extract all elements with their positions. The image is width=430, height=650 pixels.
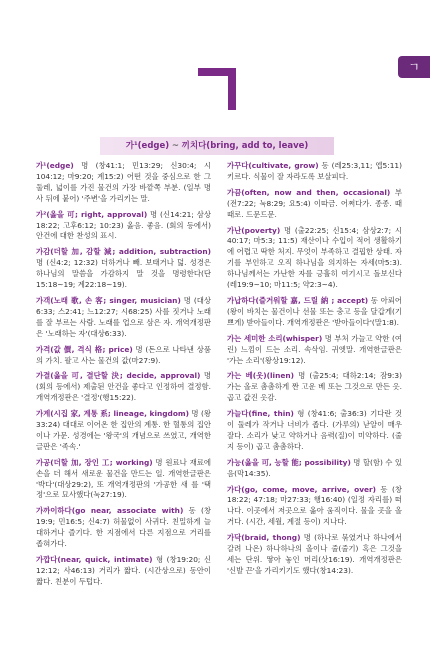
entry-headword: 가감(더할 加, 감할 減; addition, subtraction) [36, 247, 211, 257]
dictionary-entry [36, 296, 211, 340]
entry-definition: 명 (왕33:24) 대대로 이어온 한 집안의 계통. 한 혈통의 집안이나 가문. 성경에는 '왕국'의 개념으로 쓰였고, 개역한글판은 '족속.' [36, 409, 211, 451]
entry-headword: 가¹(edge) [36, 161, 74, 170]
dictionary-entry [36, 506, 211, 550]
dictionary-entry [36, 345, 211, 367]
range-start-word: 가¹(edge) [125, 141, 170, 151]
entry-headword: 가까이하다(go near, associate with) [36, 506, 184, 516]
entry-definition: 동 (레25:3,11; 엡5:11) 키르다. 식물이 잘 자라도록 보살피다. [227, 161, 402, 181]
dictionary-entry [36, 371, 211, 404]
entry-definition: 동 (창18:22; 47:18; 마27:33; 행16:40) (일정 자리를) 떠나다. 이곳에서 저곳으로 옮아 움직이다. 물을 곳을 올거다. (시간, 세월, 계절 등이) 지나다. [227, 484, 402, 527]
entry-headword: 가능(옳을 可, 능할 能; possibility) [227, 457, 351, 467]
dictionary-entry [36, 161, 211, 205]
entry-definition: 형 (창19:20; 신12:12; 사46:13) 거리가 짧다. (시간상으로) 동안이 짧다. 친분이 두텁다. [36, 555, 211, 586]
entry-definition: 명 (회의 등에서) 제출된 안건을 좋다고 인정하여 결정함. 개역개정판은 '결정'(행15:22). [36, 371, 211, 403]
entry-headword: 가다(go, come, move, arrive, over) [227, 484, 377, 494]
dictionary-entry [227, 161, 402, 183]
page-range-header [100, 137, 334, 155]
dictionary-entry [36, 555, 211, 588]
dictionary-entry [227, 485, 402, 529]
range-end-word: 끼치다(bring, add to, leave) [181, 141, 309, 151]
index-tab[interactable]: ㄱ [398, 56, 430, 78]
entry-definition: 명 (대상6:33; 스2:41; 느12:27; 시68:25) 사를 짓거나 노래를 잘 부르는 사람. 노래를 업으로 삼은 자. 개역개정판은 '노래하는 자'(대상6:33). [36, 295, 211, 338]
dictionary-entry [227, 533, 402, 577]
entry-definition: 동 (창19:9; 민16:5; 신4:7) 허물없이 사귀다. 친밀하게 늘 대하거나 즐기다. 한 지점에서 다른 지점으로 거리를 좁혀가다. [36, 506, 211, 549]
dictionary-entry [36, 409, 211, 453]
dictionary-entry [36, 247, 211, 291]
entry-headword: 가꾸다(cultivate, grow) [227, 161, 319, 170]
entry-definition: 명 (신4:2; 12:32) 더하거나 빼. 보태거나 덞. 성경은 하나님의 말씀을 가감하지 말 것을 명령한다(단15:18~19; 계22:18~19). [36, 258, 211, 290]
entry-headword: 가격(값 價, 격식 格; price) [36, 344, 133, 354]
range-separator: ~ [169, 141, 182, 151]
entry-headword: 가는 세미한 소리(whisper) [227, 333, 323, 343]
entry-definition: 명 할(함) 수 있음(막14:35). [227, 457, 402, 478]
dictionary-entry [227, 296, 402, 329]
entry-definition: 동 아뢰어(왕이 바치는 물건이나 선물 또는 충고 등을 달갑게(기쁘게) 받아들이다. 개역개정판은 '받아들이다'(말1:8). [227, 295, 402, 327]
entry-headword: 가²(옳을 可; right, approval) [36, 209, 148, 219]
entry-definition: 명 (출22:25; 신15:4; 삼상2:7; 시40:17; 마5:3; 11:5) 재산이나 수입이 적어 생활하기에 어렵고 딱한 처지. 무엇이 부족하고 결핍한 상태. 자기를 부인하고 오직 하나님을 의지하는 자세(마5:3). 하나님께서는 가난한 자를 긍휼히 여기시고 돌보신다(레19:9~10; 마11:5; 약2:3~4). [227, 225, 402, 290]
entry-headword: 가결(옳을 可, 결단할 決; decide, approval) [36, 371, 201, 381]
entry-headword: 가깝다(near, quick, intimate) [36, 555, 153, 564]
entry-headword: 가공(더할 加, 장인 工; working) [36, 457, 153, 467]
dictionary-entry [227, 226, 402, 291]
dictionary-entry [36, 210, 211, 243]
entry-definition: 명 (하나로 묶였거나 하나에서 갈려 나온) 하나하나의 올이나 줄(줄기) 혹은 그것을 세는 단위. 땋아 놓인 머리(삿16:19). 개역개정판은 '신발 끈'을 가리키기도 했다(창14:23). [227, 533, 402, 575]
entry-headword: 가늘다(fine, thin) [227, 409, 294, 419]
entry-headword: 가는 베(옷)(linen) [227, 371, 295, 381]
entry-headword: 가끔(often, now and then, occasional) [227, 187, 391, 197]
entry-definition: 명 부처 가늘고 약한 (여린) 느낌이 드는 소리. 속삭임. 귀엣말. 개역한글판은 '가는 소리'(왕상19:12). [227, 333, 402, 365]
entry-headword: 가납하다(즐거워할 嘉, 드릴 納 ; accept) [227, 295, 369, 305]
dictionary-entry [227, 409, 402, 453]
entry-definition: 명 (신14:21; 삼상18:22; 고후6:12; 10:23) 옳음. 좋음. (회의 등에서) 안건에 대한 찬성의 표시. [36, 209, 211, 241]
dictionary-entry [227, 188, 402, 221]
left-column [36, 161, 211, 593]
entry-headword: 가계(시집 家, 계통 系; lineage, kingdom) [36, 409, 189, 419]
entry-definition: 형 (창41:6; 출36:3) 기다란 것이 둘레가 작거나 너비가 좁다. (가루의) 낟알이 매우 잘다. 소리가 낮고 약하거나 음력(질)이 미약하다. (줄지 등이) 곱고 촘촘하다. [227, 409, 402, 451]
chapter-initial-giyeok [190, 62, 242, 114]
entry-headword: 가닥(braid, thong) [227, 533, 301, 543]
entry-definition: 명 원료나 재료에 손을 더 해서 새로운 물건을 만드는 일. 개역한글판은 '박다'(대상29:2), 또 개역개정판의 '가공한 새 를 '택정'으로 묘사했다(눅27:19). [36, 457, 211, 500]
entry-definition: 명 (창41:1; 민13:29; 신30:4; 시104:12; 마9:20; 계15:2) 어떤 것을 중심으로 한 그 둘레, 넓이를 가진 물건의 가장 바깥쪽 부분. (일부 명사 뒤에 붙어) '주변'을 가리키는 말. [36, 161, 211, 203]
dictionary-entry [36, 458, 211, 502]
right-column [227, 161, 402, 582]
dictionary-entry [227, 458, 402, 480]
entry-definition: 명 (돈으로 나타낸 상품의 가치. 팔고 사는 물건의 값(마27:9). [36, 344, 211, 365]
entry-headword: 가객(노래 歌, 손 客; singer, musician) [36, 295, 181, 305]
entry-definition: 명 (출25:4; 대하2:14; 잠9:3) 가는 올로 촘촘하게 짠 고운 베 또는 그것으로 만든 옷. 곱고 값진 옷감. [227, 371, 402, 403]
entry-headword: 가난(poverty) [227, 225, 281, 235]
dictionary-entry [227, 371, 402, 404]
dictionary-entry [227, 334, 402, 367]
entry-definition: 부 (전7:22; 눅8:29; 요5:4) 이따금. 어쩌다가. 종종. 때때로. 드문드문. [227, 187, 402, 219]
